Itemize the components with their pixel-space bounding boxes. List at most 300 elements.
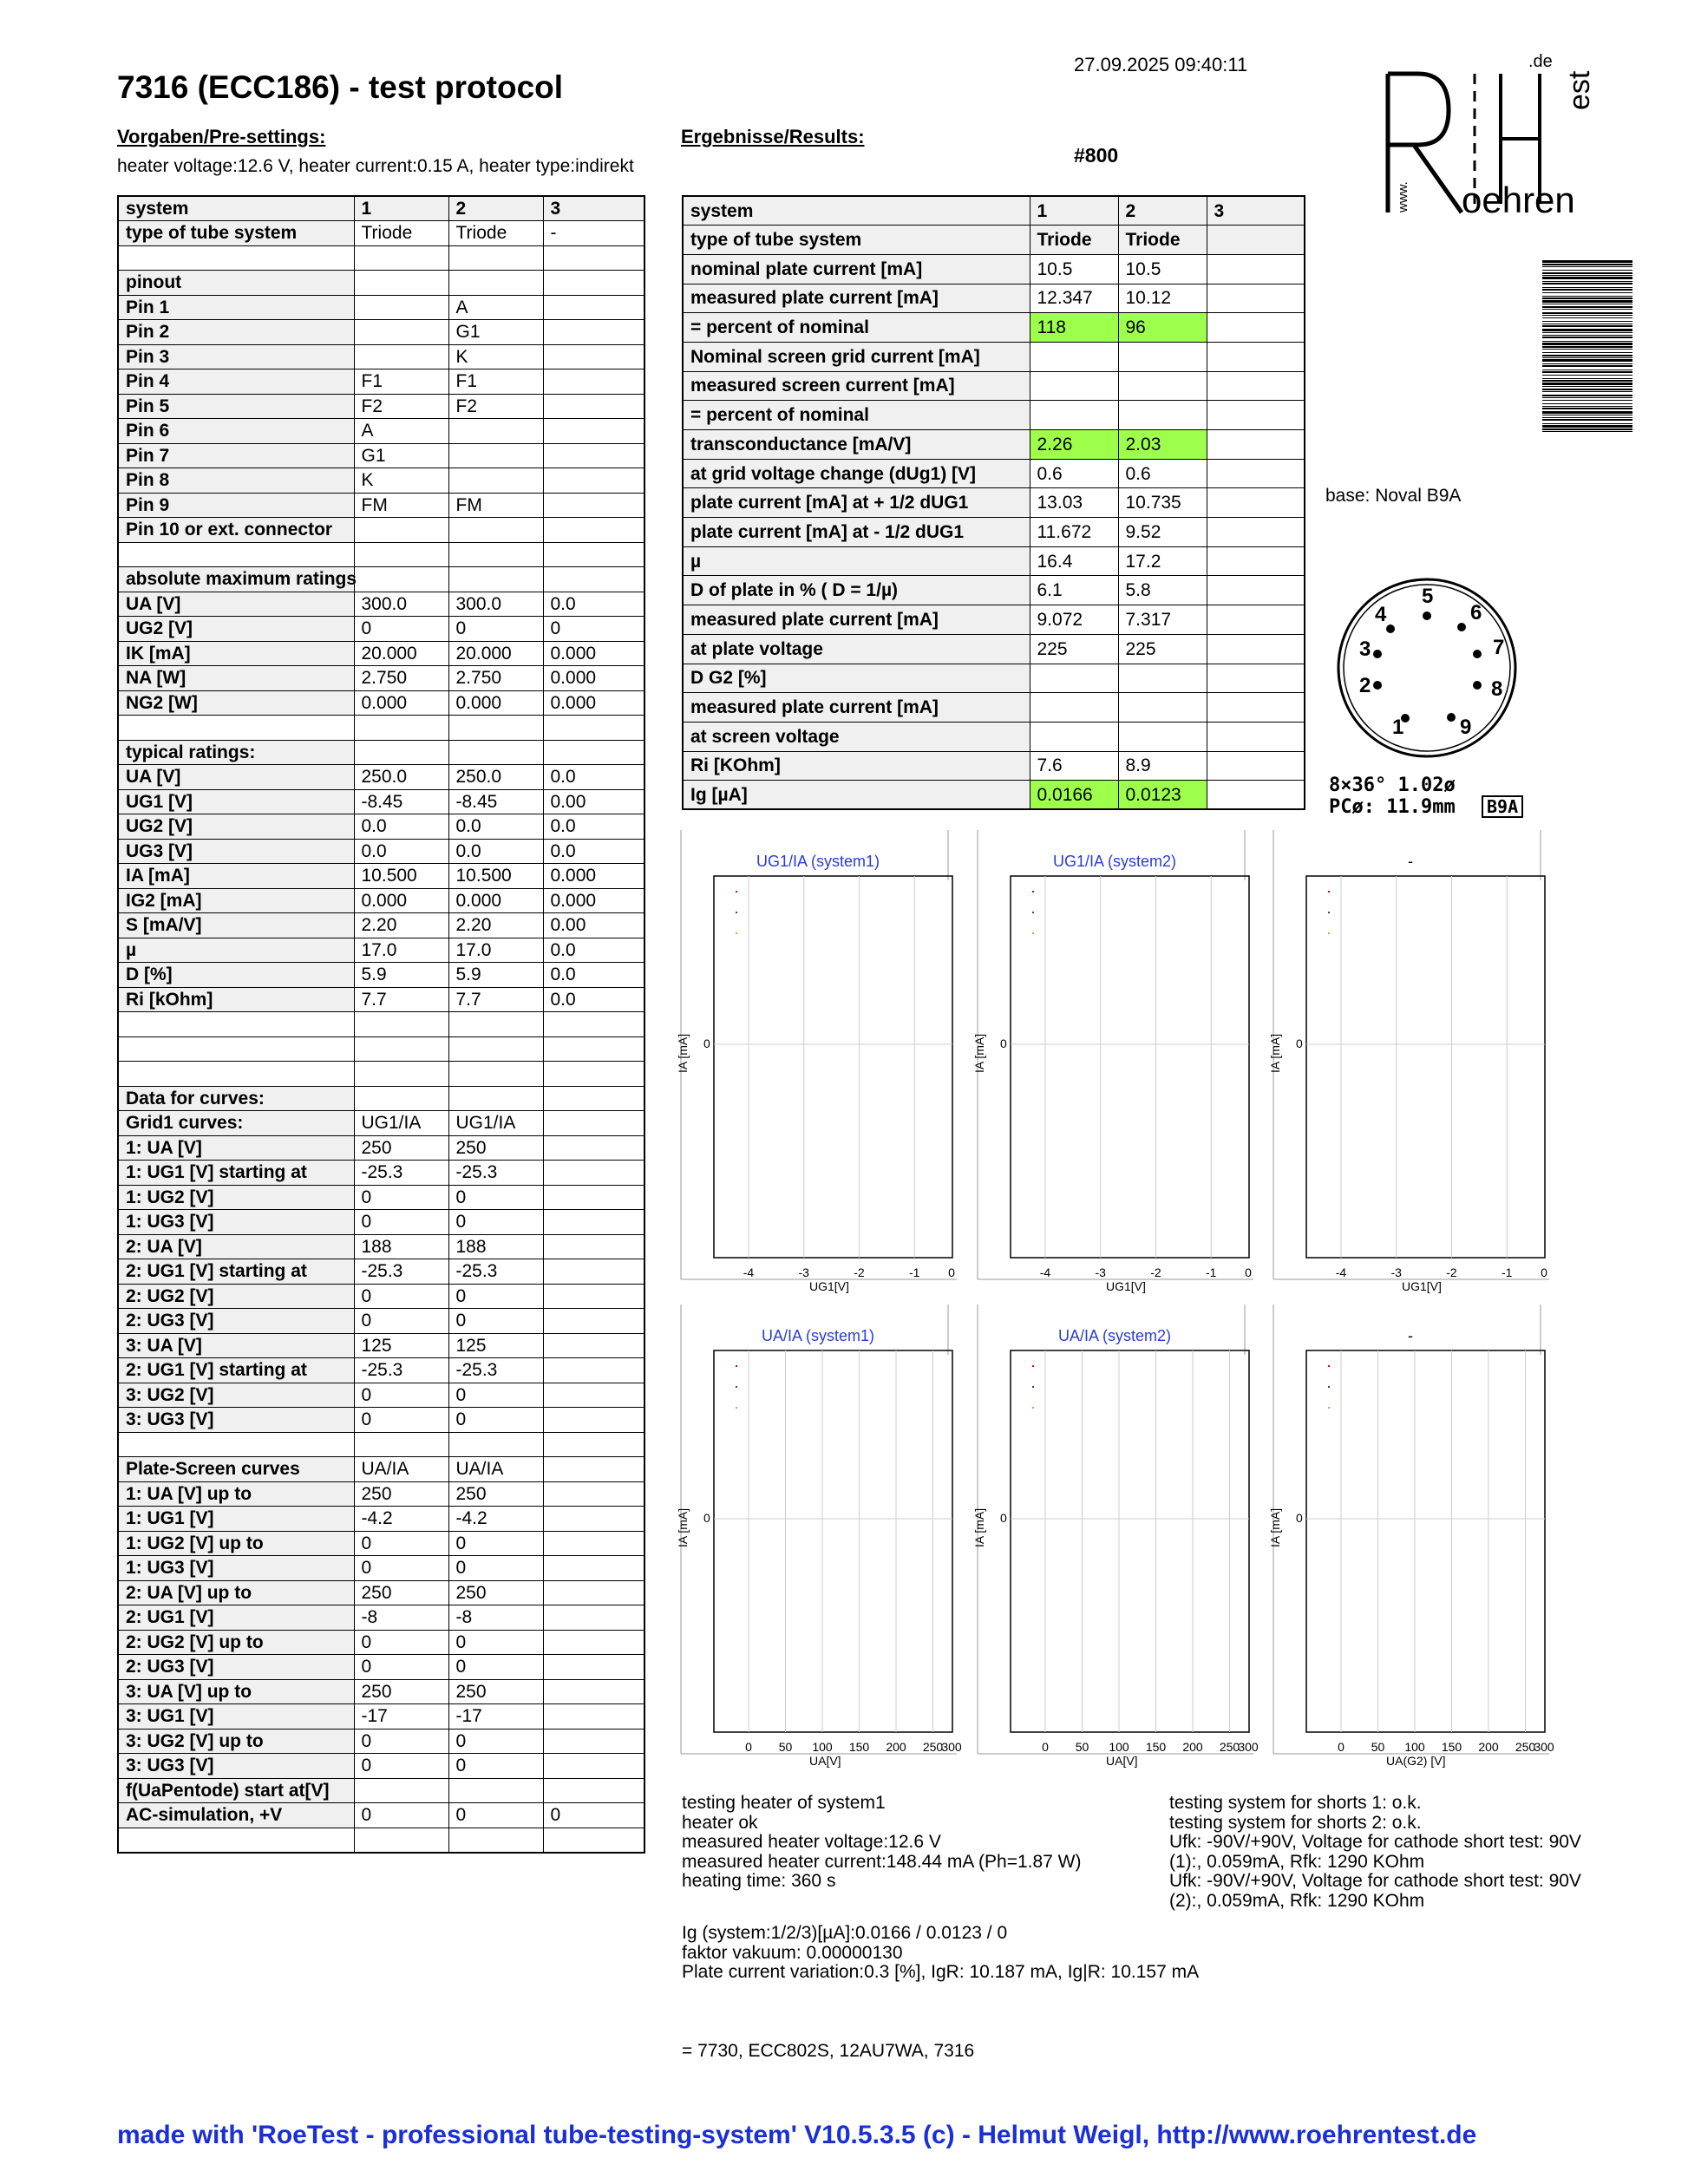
left_table-value-cell <box>543 468 644 494</box>
left_table-value-cell: 0.000 <box>543 864 644 889</box>
left_table-value-cell: 2.750 <box>354 666 448 691</box>
left_table-value-cell <box>543 518 644 543</box>
left_table-value-cell <box>448 740 543 765</box>
right_table-value-cell: 225 <box>1118 634 1207 664</box>
left_table-row <box>118 1012 644 1037</box>
legend-dot <box>1032 1407 1034 1409</box>
right_table-value-cell <box>1207 664 1305 693</box>
right_table-row <box>683 313 1305 343</box>
left_table-value-cell: 2.20 <box>354 913 448 938</box>
left_table-value-cell: 0 <box>448 1531 543 1556</box>
left_table-value-cell <box>354 1036 448 1062</box>
left_table-row <box>118 369 644 395</box>
left_table-value-cell <box>543 1531 644 1556</box>
left_table-label-cell: 2: UA [V] up to <box>118 1580 354 1605</box>
left_table-value-cell <box>354 271 448 296</box>
left_table-value-cell: 2 <box>448 196 543 221</box>
left_table-row <box>118 1679 644 1704</box>
right_table-value-cell: 7.317 <box>1118 605 1207 635</box>
left_table-value-cell: K <box>354 468 448 494</box>
base-label: base: Noval B9A <box>1325 486 1462 506</box>
left_table-value-cell <box>448 443 543 468</box>
left_table-value-cell: 250 <box>354 1679 448 1704</box>
left_table-value-cell <box>543 271 644 296</box>
left_table-label-cell: Pin 3 <box>118 344 354 369</box>
legend-dot <box>1328 912 1330 913</box>
left_table-value-cell: 5.9 <box>354 963 448 988</box>
chart-y-tick: 0 <box>703 1511 710 1525</box>
right_table-value-cell: 0.6 <box>1118 459 1207 488</box>
left_table-value-cell: 0 <box>354 1383 448 1408</box>
left_table-value-cell: 0 <box>448 1556 543 1581</box>
left_table-label-cell: 3: UA [V] <box>118 1333 354 1358</box>
right_table-value-cell <box>1207 605 1305 635</box>
chart-x-tick: 0 <box>1541 1265 1547 1279</box>
left_table-value-cell: 0.000 <box>448 888 543 913</box>
right_table-row <box>683 459 1305 488</box>
left_table-label-cell <box>118 1828 354 1853</box>
left_table-label-cell: AC-simulation, +V <box>118 1803 354 1828</box>
right_table-value-cell: 11.672 <box>1030 518 1118 547</box>
right_table-value-cell <box>1207 722 1305 751</box>
left_table-value-cell <box>354 716 448 741</box>
left_table-value-cell: UG1/IA <box>354 1111 448 1136</box>
left_table-label-cell: Pin 8 <box>118 468 354 494</box>
right_table-value-cell: 9.52 <box>1118 518 1207 547</box>
right_table-label-cell: D of plate in % ( D = 1/µ) <box>683 576 1030 605</box>
right_table-row <box>683 693 1305 723</box>
left_table-value-cell: 0 <box>354 617 448 642</box>
left_table-row <box>118 1086 644 1111</box>
chart-x-axis-label: UA[V] <box>809 1754 841 1768</box>
left_table-label-cell: NG2 [W] <box>118 690 354 716</box>
left_table-value-cell <box>543 1333 644 1358</box>
right_table-value-cell: 10.5 <box>1118 254 1207 284</box>
right_table-value-cell <box>1207 284 1305 313</box>
chart-y-axis-label: IA [mA] <box>1268 1033 1282 1073</box>
chart-x-tick: -3 <box>1095 1265 1106 1279</box>
left_table-value-cell <box>354 1778 448 1803</box>
left_table-row <box>118 1531 644 1556</box>
left_table-row <box>118 839 644 864</box>
right_table-row <box>683 430 1305 460</box>
right_table-label-cell: Nominal screen grid current [mA] <box>683 342 1030 371</box>
left_table-value-cell <box>354 344 448 369</box>
right_table-label-cell: = percent of nominal <box>683 313 1030 343</box>
left_table-value-cell <box>543 1408 644 1433</box>
left_table-value-cell <box>354 1432 448 1457</box>
right_table-value-cell: 0.0123 <box>1118 781 1207 810</box>
left_table-row <box>118 938 644 963</box>
left_table-value-cell: -8.45 <box>448 789 543 814</box>
left_table-row <box>118 344 644 369</box>
left_table-value-cell: -25.3 <box>448 1259 543 1285</box>
left_table-value-cell <box>543 443 644 468</box>
left_table-value-cell <box>354 245 448 271</box>
left_table-value-cell <box>543 1828 644 1853</box>
left_table-value-cell <box>543 1457 644 1482</box>
left_table-value-cell: 250 <box>354 1580 448 1605</box>
left_table-label-cell <box>118 1012 354 1037</box>
left_table-value-cell <box>543 1605 644 1631</box>
left_table-value-cell <box>354 518 448 543</box>
chart-x-tick: 100 <box>1109 1740 1129 1754</box>
left_table-value-cell: -17 <box>354 1704 448 1730</box>
right_table-value-cell: 96 <box>1118 313 1207 343</box>
left_table-row <box>118 1185 644 1210</box>
chart-y-tick: 0 <box>1296 1511 1303 1525</box>
left_table-value-cell: 0 <box>448 1729 543 1754</box>
chart-x-tick: 0 <box>948 1265 955 1279</box>
chart-x-tick: 0 <box>1042 1740 1049 1754</box>
left_table-label-cell: IG2 [mA] <box>118 888 354 913</box>
info-line: heater ok <box>682 1812 758 1833</box>
left_table-value-cell <box>543 567 644 592</box>
left_table-value-cell: -4.2 <box>354 1507 448 1532</box>
right_table-row <box>683 342 1305 371</box>
right_table-value-cell: Triode <box>1030 226 1118 255</box>
left_table-row <box>118 1210 644 1235</box>
socket-spec-angle: 8×36° 1.02ø <box>1329 775 1456 796</box>
left_table-value-cell: 0 <box>448 1803 543 1828</box>
right_table-value-cell <box>1118 693 1207 723</box>
left_table-value-cell: 1 <box>354 196 448 221</box>
left_table-label-cell: 1: UA [V] <box>118 1135 354 1161</box>
left_table-value-cell: 188 <box>448 1234 543 1259</box>
right_table-value-cell <box>1207 693 1305 723</box>
left_table-value-cell: 17.0 <box>354 938 448 963</box>
left_table-value-cell <box>543 295 644 320</box>
left_table-value-cell <box>543 1630 644 1655</box>
socket-pin-number: 6 <box>1470 601 1482 624</box>
left_table-value-cell <box>354 1012 448 1037</box>
chart-x-tick: 0 <box>1245 1265 1252 1279</box>
left_table-value-cell: A <box>354 419 448 444</box>
left_table-label-cell <box>118 1432 354 1457</box>
right_table-value-cell <box>1207 751 1305 781</box>
right_table-label-cell: D G2 [%] <box>683 664 1030 693</box>
left_table-value-cell: 0 <box>354 1531 448 1556</box>
left_table-row <box>118 814 644 840</box>
legend-dot <box>736 891 737 893</box>
right_table-value-cell: 2.26 <box>1030 430 1118 460</box>
chart-x-tick: 300 <box>1534 1740 1554 1754</box>
chart-y-tick: 0 <box>703 1036 710 1050</box>
left_table-row <box>118 1135 644 1161</box>
legend-dot <box>736 1386 737 1388</box>
test-datetime: 27.09.2025 09:40:11 <box>1074 54 1248 75</box>
left_table-value-cell <box>543 1284 644 1309</box>
right_table-row <box>683 664 1305 693</box>
right_table-value-cell <box>1207 576 1305 605</box>
left_table-value-cell <box>448 271 543 296</box>
left_table-value-cell: 250 <box>448 1580 543 1605</box>
right_table-value-cell: 10.735 <box>1118 488 1207 518</box>
left_table-row <box>118 1432 644 1457</box>
left_table-value-cell: 0 <box>448 1185 543 1210</box>
left_table-value-cell: UG1/IA <box>448 1111 543 1136</box>
right_table-label-cell: = percent of nominal <box>683 401 1030 430</box>
chart-x-tick: -4 <box>743 1265 755 1279</box>
left_table-value-cell: 0 <box>543 1803 644 1828</box>
chart-x-tick: -3 <box>1390 1265 1402 1279</box>
left_table-value-cell: G1 <box>354 443 448 468</box>
left_table-row <box>118 1481 644 1507</box>
left_table-value-cell: 0.0 <box>354 814 448 840</box>
left_table-value-cell: 0.0 <box>543 963 644 988</box>
left_table-value-cell <box>543 1036 644 1062</box>
legend-dot <box>1032 891 1034 893</box>
left_table-row <box>118 1630 644 1655</box>
left_table-value-cell <box>543 344 644 369</box>
right_table-value-cell <box>1030 693 1118 723</box>
legend-dot <box>1328 932 1330 934</box>
left_table-label-cell: Pin 10 or ext. connector <box>118 518 354 543</box>
noval-socket-diagram <box>1323 564 1540 781</box>
left_table-row <box>118 1457 644 1482</box>
left_table-row <box>118 666 644 691</box>
right_table-label-cell: at grid voltage change (dUg1) [V] <box>683 459 1030 488</box>
left_table-label-cell: Pin 2 <box>118 320 354 345</box>
right_table-row <box>683 605 1305 635</box>
left_table-value-cell <box>354 740 448 765</box>
left_table-value-cell <box>448 245 543 271</box>
left_table-value-cell <box>543 1729 644 1754</box>
info-line: Ig (system:1/2/3)[µA]:0.0166 / 0.0123 / 0 <box>682 1923 1008 1943</box>
info-line: heating time: 360 s <box>682 1871 836 1891</box>
right_table-value-cell: 8.9 <box>1118 751 1207 781</box>
right_table-value-cell <box>1030 371 1118 401</box>
left_table-value-cell: 0 <box>448 1754 543 1779</box>
short-test-results <box>1169 1794 1581 1911</box>
socket-pin-number: 3 <box>1359 638 1371 661</box>
left_table-label-cell: Pin 9 <box>118 493 354 518</box>
right_table-value-cell <box>1207 254 1305 284</box>
left_table-value-cell: 0.0 <box>354 839 448 864</box>
barcode-image <box>1542 260 1632 434</box>
heater-test-results <box>682 1794 1082 1892</box>
left_table-label-cell: Grid1 curves: <box>118 1111 354 1136</box>
left_table-value-cell <box>543 1383 644 1408</box>
right_table-value-cell <box>1118 371 1207 401</box>
right_table-value-cell: 13.03 <box>1030 488 1118 518</box>
left_table-value-cell: 0 <box>354 1408 448 1433</box>
right_table-value-cell <box>1207 313 1305 343</box>
results-heading: Ergebnisse/Results: <box>681 126 865 147</box>
left_table-row <box>118 1383 644 1408</box>
left_table-row <box>118 518 644 543</box>
left_table-value-cell: -25.3 <box>448 1358 543 1383</box>
socket-pin <box>1423 611 1431 620</box>
chart-x-tick: 0 <box>745 1740 752 1754</box>
left_table-value-cell: 250 <box>354 1135 448 1161</box>
left_table-row <box>118 1309 644 1334</box>
left_table-value-cell: 2.20 <box>448 913 543 938</box>
left_table-label-cell <box>118 245 354 271</box>
left_table-value-cell <box>448 1828 543 1853</box>
left_table-label-cell: 1: UA [V] up to <box>118 1481 354 1507</box>
chart-title: UA/IA (system1) <box>761 1327 875 1344</box>
left_table-value-cell <box>354 295 448 320</box>
right_table-value-cell: 6.1 <box>1030 576 1118 605</box>
info-line: Ufk: -90V/+90V, Voltage for cathode short test: 90V <box>1169 1832 1581 1852</box>
grid-current-results <box>682 1924 1199 1983</box>
legend-dot <box>1328 891 1330 893</box>
chart-y-axis-label: IA [mA] <box>1268 1507 1282 1547</box>
left_table-value-cell: 0.000 <box>543 888 644 913</box>
left_table-value-cell <box>354 542 448 567</box>
left_table-value-cell <box>543 1655 644 1680</box>
left_table-row <box>118 592 644 617</box>
left_table-value-cell: 250 <box>448 1135 543 1161</box>
chart-x-tick: 250 <box>1219 1740 1240 1754</box>
right_table-row <box>683 546 1305 576</box>
chart-x-tick: 150 <box>848 1740 870 1754</box>
left_table-value-cell: 0 <box>354 1309 448 1334</box>
left_table-value-cell: - <box>543 221 644 246</box>
chart-x-tick: 250 <box>922 1740 944 1754</box>
left_table-label-cell: UG3 [V] <box>118 839 354 864</box>
left_table-label-cell: UG2 [V] <box>118 617 354 642</box>
left_table-value-cell: -8 <box>448 1605 543 1631</box>
left_table-value-cell: 0.00 <box>543 913 644 938</box>
right_table-row <box>683 284 1305 313</box>
left_table-row <box>118 641 644 666</box>
right_table-value-cell: 0.6 <box>1030 459 1118 488</box>
left_table-value-cell: 0.000 <box>354 888 448 913</box>
left_table-label-cell: Pin 4 <box>118 369 354 395</box>
left_table-label-cell: 1: UG1 [V] <box>118 1507 354 1532</box>
left_table-value-cell: 0 <box>354 1803 448 1828</box>
left_table-row <box>118 987 644 1012</box>
right_table-row <box>683 576 1305 605</box>
right_table-value-cell: 0.0166 <box>1030 781 1118 810</box>
socket-pin <box>1386 624 1395 633</box>
info-line: measured heater voltage:12.6 V <box>682 1832 941 1852</box>
chart-x-tick: -1 <box>1206 1265 1217 1279</box>
right_table-row <box>683 488 1305 518</box>
right_table-label-cell: plate current [mA] at - 1/2 dUG1 <box>683 518 1030 547</box>
right_table-value-cell <box>1207 781 1305 810</box>
left_table-row <box>118 1408 644 1433</box>
left_table-row <box>118 394 644 419</box>
curve-chart <box>676 1303 962 1771</box>
left_table-value-cell: K <box>448 344 543 369</box>
left_table-label-cell: 3: UG1 [V] <box>118 1704 354 1730</box>
right_table-value-cell: 2.03 <box>1118 430 1207 460</box>
left_table-value-cell: 5.9 <box>448 963 543 988</box>
left_table-value-cell: 250 <box>448 1679 543 1704</box>
chart-x-tick: -3 <box>798 1265 809 1279</box>
legend-dot <box>1032 1386 1034 1388</box>
right_table-value-cell <box>1030 342 1118 371</box>
chart-x-tick: 300 <box>1238 1740 1259 1754</box>
left_table-value-cell: 0 <box>354 1284 448 1309</box>
right_table-value-cell <box>1030 664 1118 693</box>
right_table-value-cell: 17.2 <box>1118 546 1207 576</box>
socket-pin-number: 8 <box>1491 677 1503 701</box>
left_table-value-cell <box>543 1507 644 1532</box>
curve-chart <box>972 828 1253 1297</box>
left_table-value-cell <box>543 1185 644 1210</box>
left_table-value-cell <box>448 1036 543 1062</box>
socket-pin-number: 1 <box>1392 716 1404 739</box>
left_table-value-cell <box>543 369 644 395</box>
right_table-value-cell: 1 <box>1030 196 1118 226</box>
chart-x-tick: 100 <box>812 1740 833 1754</box>
legend-dot <box>736 912 737 913</box>
left_table-value-cell: 0.00 <box>543 789 644 814</box>
left_table-value-cell: F1 <box>354 369 448 395</box>
left_table-label-cell: 3: UG3 [V] <box>118 1754 354 1779</box>
left_table-value-cell: UA/IA <box>354 1457 448 1482</box>
left_table-label-cell: typical ratings: <box>118 740 354 765</box>
right_table-row <box>683 371 1305 401</box>
left_table-row <box>118 1062 644 1087</box>
legend-dot <box>1328 1386 1330 1388</box>
left_table-label-cell: µ <box>118 938 354 963</box>
chart-y-tick: 0 <box>1000 1036 1007 1050</box>
right_table-row <box>683 634 1305 664</box>
left_table-label-cell: 3: UA [V] up to <box>118 1679 354 1704</box>
left_table-label-cell: 2: UG3 [V] <box>118 1309 354 1334</box>
left_table-value-cell: 0 <box>448 1408 543 1433</box>
left_table-value-cell <box>543 1556 644 1581</box>
right_table-value-cell <box>1207 488 1305 518</box>
left_table-value-cell <box>448 1778 543 1803</box>
curve-chart <box>1268 1303 1554 1771</box>
right_table-label-cell: measured plate current [mA] <box>683 284 1030 313</box>
chart-x-axis-label: UA(G2) [V] <box>1386 1754 1446 1768</box>
left_table-value-cell: 0.0 <box>448 839 543 864</box>
left_table-value-cell <box>543 1754 644 1779</box>
left_table-value-cell <box>448 419 543 444</box>
left_table-row <box>118 1556 644 1581</box>
left_table-label-cell: UA [V] <box>118 592 354 617</box>
left_table-value-cell <box>354 1062 448 1087</box>
right_table-value-cell <box>1118 664 1207 693</box>
right_table-row <box>683 722 1305 751</box>
left_table-label-cell: f(UaPentode) start at[V] <box>118 1778 354 1803</box>
chart-x-tick: -4 <box>1335 1265 1347 1279</box>
left_table-value-cell: 300.0 <box>448 592 543 617</box>
left_table-row <box>118 1655 644 1680</box>
right_table-value-cell <box>1030 401 1118 430</box>
left_table-label-cell: D [%] <box>118 963 354 988</box>
left_table-label-cell: NA [W] <box>118 666 354 691</box>
left_table-row <box>118 789 644 814</box>
left_table-label-cell: Pin 1 <box>118 295 354 320</box>
left_table-label-cell: pinout <box>118 271 354 296</box>
left_table-value-cell <box>543 716 644 741</box>
presettings-table <box>117 195 645 1854</box>
chart-x-tick: 250 <box>1515 1740 1536 1754</box>
left_table-value-cell <box>354 567 448 592</box>
left_table-value-cell <box>543 1358 644 1383</box>
right_table-label-cell: µ <box>683 546 1030 576</box>
left_table-row <box>118 320 644 345</box>
left_table-value-cell: 125 <box>354 1333 448 1358</box>
left_table-value-cell: 7.7 <box>354 987 448 1012</box>
left_table-value-cell: 125 <box>448 1333 543 1358</box>
right_table-value-cell: 5.8 <box>1118 576 1207 605</box>
right_table-label-cell: transconductance [mA/V] <box>683 430 1030 460</box>
legend-dot <box>1032 932 1034 934</box>
left_table-value-cell <box>354 320 448 345</box>
left_table-label-cell: 1: UG1 [V] starting at <box>118 1161 354 1186</box>
left_table-label-cell: 3: UG3 [V] <box>118 1408 354 1433</box>
right_table-value-cell <box>1207 518 1305 547</box>
